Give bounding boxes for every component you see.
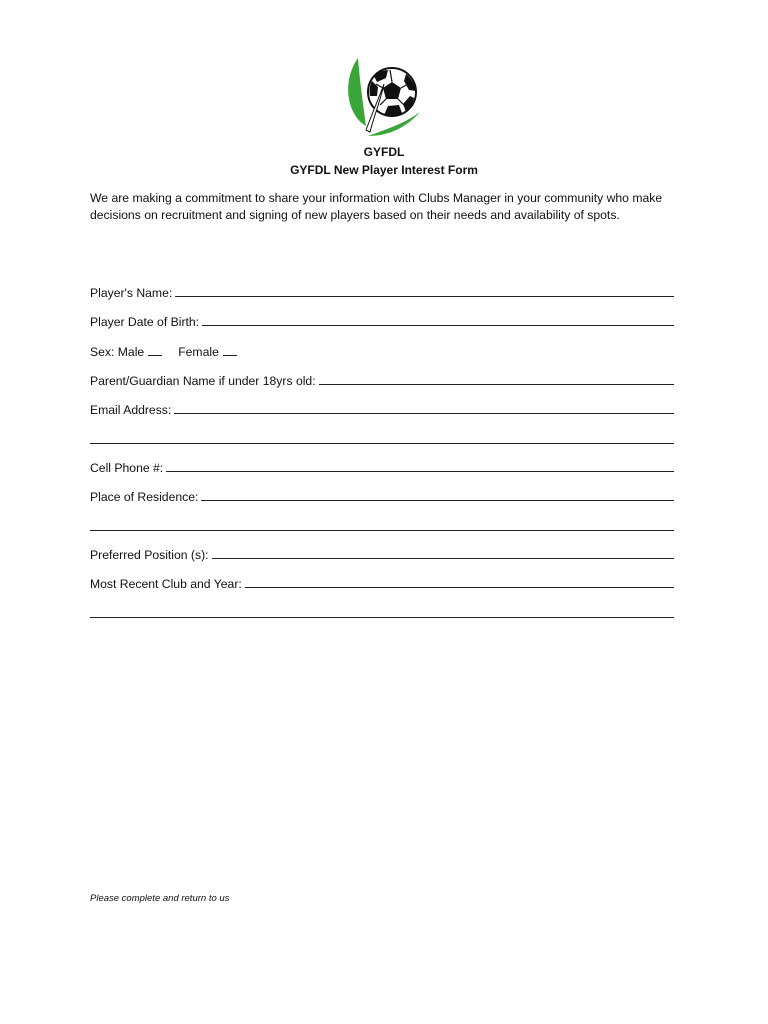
preferred-position-field[interactable] [90, 544, 674, 562]
players-name-label: Player's Name: [90, 286, 173, 300]
recent-club-continuation-line[interactable] [90, 617, 674, 618]
recent-club-label: Most Recent Club and Year: [90, 577, 242, 591]
sex-field [90, 341, 241, 359]
recent-club-line[interactable] [245, 587, 674, 588]
sex-male-label: Sex: Male [90, 345, 145, 359]
intro-paragraph: We are making a commitment to share your information with Clubs Manager in your community who make decisions on recruitment and signing of new players based on their needs and availability of spots. [90, 191, 663, 222]
cell-phone-field[interactable] [90, 457, 674, 475]
preferred-position-line[interactable] [212, 558, 674, 559]
org-name: GYFDL [363, 145, 405, 159]
residence-field[interactable] [90, 486, 674, 504]
players-name-line[interactable] [175, 296, 674, 297]
cell-phone-label: Cell Phone #: [90, 461, 164, 475]
recent-club-field[interactable] [90, 573, 674, 591]
email-continuation-line[interactable] [90, 443, 674, 444]
sex-female-label: Female [178, 345, 219, 359]
date-of-birth-label: Player Date of Birth: [90, 315, 200, 329]
residence-continuation-line[interactable] [90, 530, 674, 531]
residence-line[interactable] [201, 500, 674, 501]
footer-note: Please complete and return to us [90, 893, 230, 904]
players-name-field[interactable] [90, 282, 674, 300]
cell-phone-line[interactable] [166, 471, 674, 472]
email-line[interactable] [174, 413, 674, 414]
date-of-birth-line[interactable] [202, 325, 674, 326]
guardian-name-label: Parent/Guardian Name if under 18yrs old: [90, 374, 316, 388]
soccer-ball-leaf-logo-icon [344, 54, 424, 140]
sex-male-line[interactable] [148, 355, 162, 356]
sex-female-line[interactable] [223, 355, 237, 356]
preferred-position-label: Preferred Position (s): [90, 548, 209, 562]
form-title: GYFDL New Player Interest Form [290, 163, 478, 177]
guardian-name-line[interactable] [319, 384, 674, 385]
guardian-name-field[interactable] [90, 370, 674, 388]
email-label: Email Address: [90, 403, 172, 417]
residence-label: Place of Residence: [90, 490, 199, 504]
email-field[interactable] [90, 399, 674, 417]
date-of-birth-field[interactable] [90, 311, 674, 329]
